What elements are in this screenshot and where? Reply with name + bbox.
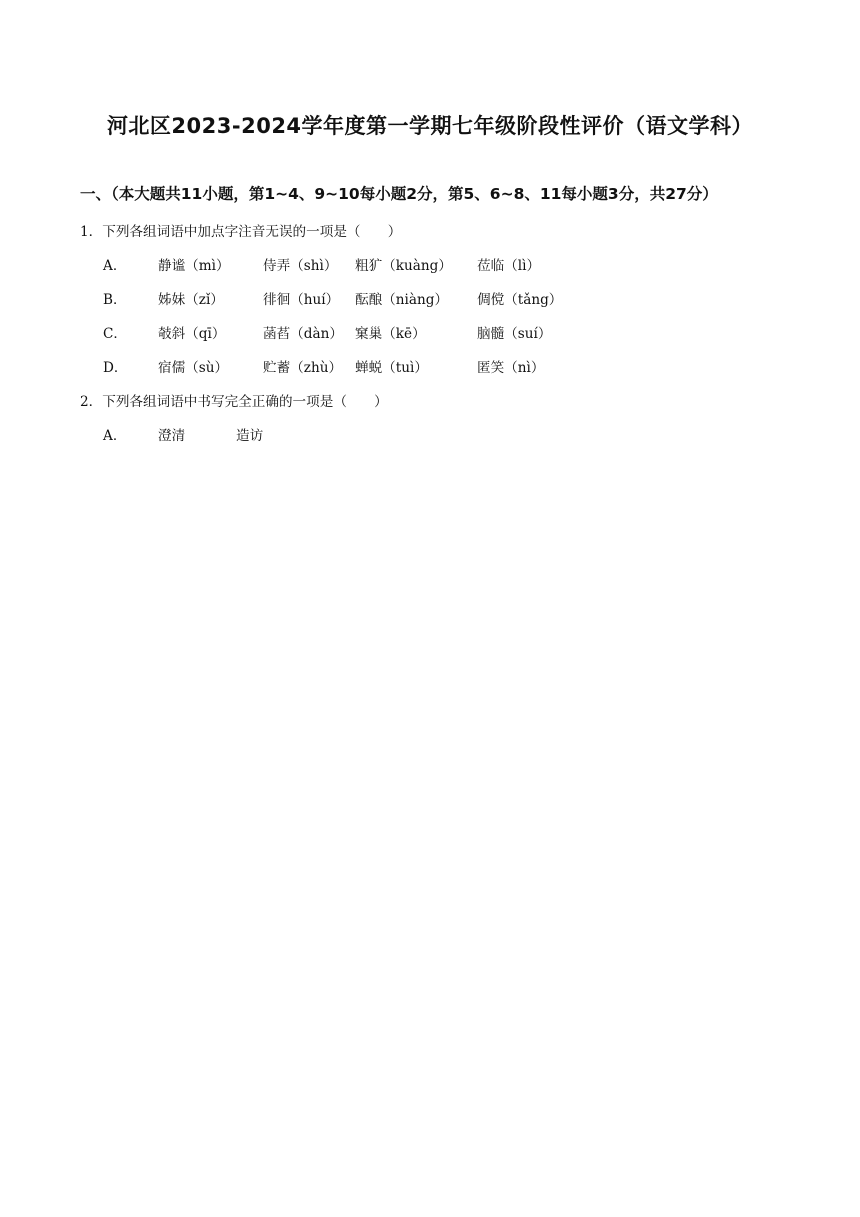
option-word: 倜傥（tǎng） bbox=[477, 292, 563, 308]
option-letter: C． bbox=[103, 326, 127, 342]
option-letter: D． bbox=[103, 360, 128, 376]
option-word: 侍弄（shì） bbox=[263, 258, 338, 274]
option-word: 贮蓄（zhù） bbox=[263, 360, 343, 376]
option-word: 菡萏（dàn） bbox=[263, 326, 343, 342]
option-word: 攲斜（qī） bbox=[158, 326, 226, 342]
option-word: 酝酿（niàng） bbox=[355, 292, 449, 308]
option-word: 匿笑（nì） bbox=[477, 360, 545, 376]
option-word: 莅临（lì） bbox=[477, 258, 541, 274]
question-1-stem: 1．下列各组词语中加点字注音无误的一项是（ ） bbox=[80, 224, 402, 240]
question-2-stem: 2．下列各组词语中书写完全正确的一项是（ ） bbox=[80, 394, 388, 410]
option-word: 姊妹（zǐ） bbox=[158, 292, 224, 308]
option-word: 徘徊（huí） bbox=[263, 292, 340, 308]
option-word: 蝉蜕（tuì） bbox=[355, 360, 428, 376]
page-title: 河北区2023-2024学年度第一学期七年级阶段性评价（语文学科） bbox=[106, 114, 754, 138]
option-word: 粗犷（kuàng） bbox=[355, 258, 452, 274]
option-letter: A． bbox=[103, 258, 127, 274]
option-word: 造访 bbox=[236, 428, 264, 444]
option-word: 静谧（mì） bbox=[158, 258, 230, 274]
option-word: 宿儒（sù） bbox=[158, 360, 229, 376]
option-letter: B． bbox=[103, 292, 127, 308]
option-word: 澄清 bbox=[158, 428, 186, 444]
option-word: 窠巢（kē） bbox=[355, 326, 426, 342]
section-heading: 一、（本大题共11小题，第1~4、9~10每小题2分，第5、6~8、11每小题3分，共27分） bbox=[80, 185, 718, 203]
option-word: 脑髓（suí） bbox=[477, 326, 552, 342]
option-letter: A． bbox=[103, 428, 127, 444]
